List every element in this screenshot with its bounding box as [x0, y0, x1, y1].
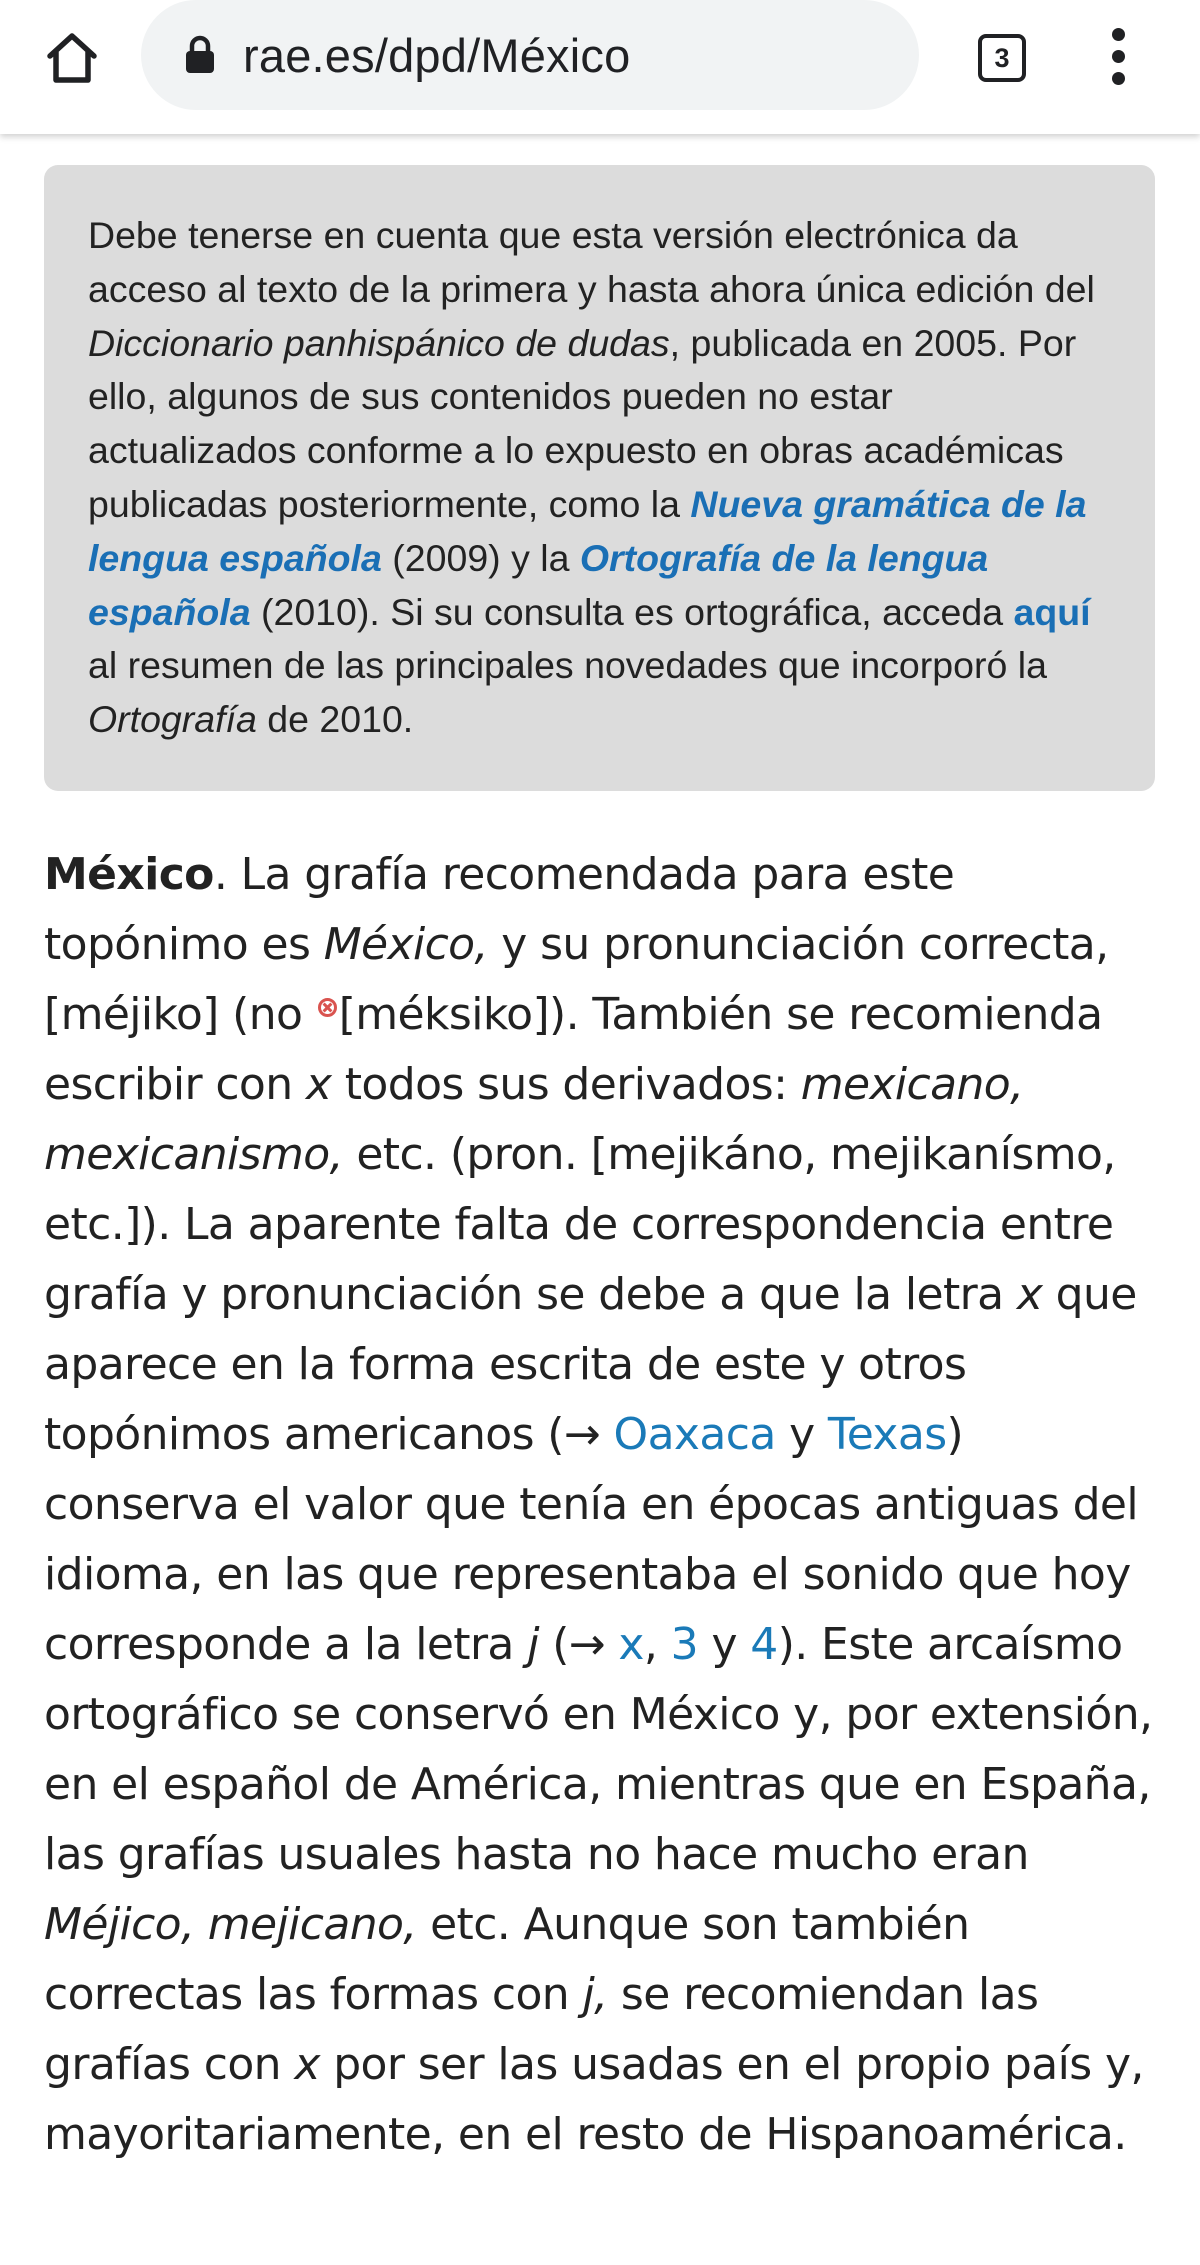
entry-text: . La grafía recomendada para este topónimo es: [44, 849, 955, 970]
notice-text: Debe tenerse en cuenta que esta versión electrónica da acceso al texto de la primera y hasta ahora única edición del: [88, 214, 1095, 310]
notice-text: (2009) y la: [381, 536, 580, 579]
link-ortografia[interactable]: Ortografía de la lengua española: [88, 536, 989, 633]
home-button[interactable]: [36, 22, 108, 94]
ortografia-italic: Ortografía: [88, 698, 257, 741]
link-texas[interactable]: Texas: [827, 1409, 947, 1460]
browser-toolbar: [0, 0, 1200, 134]
tab-switcher-icon: [978, 34, 1026, 82]
entry-text: se recomiendan las grafías con: [44, 1969, 1039, 2090]
tab-switcher-button[interactable]: [972, 28, 1028, 84]
notice-text: al resumen de las principales novedades que incorporó la: [88, 644, 1047, 687]
entry-italic: x: [305, 1059, 332, 1110]
entry-headword: México: [44, 849, 214, 900]
entry-text: por ser las usadas en el propio país y, mayoritariamente, en el resto de Hispanoamérica.: [44, 2039, 1144, 2160]
notice-text: de 2010.: [256, 698, 414, 741]
entry-italic: México,: [323, 919, 488, 970]
entry-italic: mexicano, mexicanismo,: [44, 1059, 1024, 1180]
link-aqui[interactable]: aquí: [1013, 590, 1091, 633]
edition-notice: [44, 165, 1155, 791]
entry-text: y: [775, 1409, 828, 1460]
entry-italic: x: [1016, 1269, 1043, 1320]
entry-italic: Méjico, mejicano,: [44, 1899, 417, 1950]
link-3[interactable]: 3: [670, 1619, 699, 1670]
link-nueva-gramatica[interactable]: Nueva gramática de la lengua española: [88, 482, 1087, 579]
overflow-menu-icon[interactable]: [1098, 20, 1138, 92]
notice-text: , publicada en 2005. Por ello, algunos de sus contenidos pueden no estar actualizados conforme a lo expuesto en obras académicas publicadas posteriormente, como la: [88, 321, 1077, 525]
entry-text: y su pronunciación correcta, [méjiko] (no: [44, 919, 1109, 1040]
tab-count: 3: [994, 42, 1010, 73]
link-4[interactable]: 4: [750, 1619, 778, 1670]
dpd-title: Diccionario panhispánico de dudas: [88, 321, 670, 364]
entry-text: (→: [538, 1619, 619, 1670]
incorrect-form-icon: [318, 998, 337, 1017]
entry-text: todos sus derivados:: [331, 1059, 801, 1110]
entry-italic: x: [294, 2039, 320, 2090]
entry-text: ) conserva el valor que tenía en épocas antiguas del idioma, en las que representaba el sonido que hoy corresponde a la letra: [44, 1409, 1138, 1670]
entry-italic: j: [527, 1619, 539, 1670]
url-text[interactable]: rae.es/dpd/México: [243, 28, 631, 82]
entry-italic: j,: [582, 1969, 608, 2020]
address-bar[interactable]: [141, 0, 919, 110]
entry-text: etc. (pron. [mejikáno, mejikanísmo, etc.]). La aparente falta de correspondencia entre grafía y pronunciación se debe a que la letra: [44, 1129, 1116, 1320]
link-x[interactable]: x: [618, 1619, 644, 1670]
home-icon: [42, 28, 102, 88]
entry-text: ,: [643, 1619, 671, 1670]
lock-icon[interactable]: [183, 34, 219, 76]
entry-text: ). Este arcaísmo ortográfico se conservó en México y, por extensión, en el español de América, mientras que en España, las grafías usuales hasta no hace mucho eran: [44, 1619, 1153, 1880]
entry-text: que aparece en la forma escrita de este y otros topónimos americanos (→: [44, 1269, 1137, 1460]
notice-text: (2010). Si su consulta es ortográfica, acceda: [250, 590, 1014, 633]
link-oaxaca[interactable]: Oaxaca: [613, 1409, 776, 1460]
dictionary-entry: [44, 840, 1169, 2170]
entry-text: [méksiko]). También se recomienda escribir con: [44, 989, 1103, 1110]
entry-text: etc. Aunque son también correctas las formas con: [44, 1899, 970, 2020]
entry-text: y: [698, 1619, 751, 1670]
